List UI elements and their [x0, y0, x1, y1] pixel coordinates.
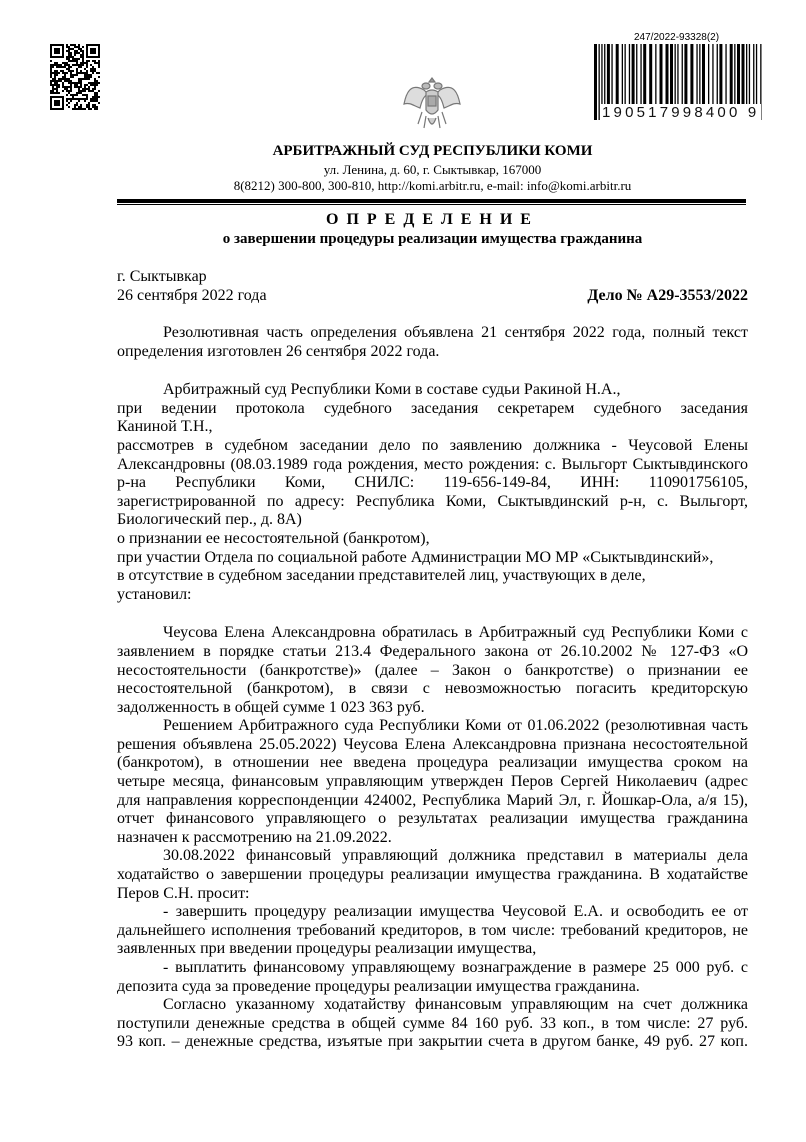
paragraph: [117, 717, 748, 847]
text-line: 30.08.2022 финансовый управляющий должника представил в материалы дела: [163, 847, 748, 865]
paragraph-gap: [117, 361, 748, 381]
city: г. Сыктывкар: [117, 268, 207, 285]
text-line: заявленных при введении процедуры реализации имущества,: [117, 940, 537, 958]
text-line: при участии Отдела по социальной работе Администрации МО МР «Сыктывдинский»,: [117, 548, 714, 566]
document-meta: [117, 268, 748, 305]
text-line: р-на Республики Коми, СНИЛС: 119-656-149-84, ИНН: 110901756105,: [117, 474, 748, 492]
text-line: дальнейшего исполнения требований кредиторов, в том числе: требований кредиторов, не: [117, 921, 748, 939]
paragraph: [117, 530, 748, 549]
court-contacts: 8(8212) 300-800, 300-810, http://komi.arbitr.ru, e-mail: info@komi.arbitr.ru: [233, 178, 632, 193]
barcode-digits: 190517998400 9: [602, 104, 760, 121]
document-body: [117, 324, 748, 1052]
text-line: установил:: [117, 585, 192, 603]
text-line: ходатайство о завершении процедуры реализации имущества гражданина. В ходатайстве: [117, 866, 748, 884]
text-line: Биологический пер., д. 8А): [117, 511, 302, 529]
paragraph: [117, 996, 748, 1052]
text-line: для направления корреспонденции 424002, Республика Марий Эл, г. Йошкар-Ола, а/я 15),: [117, 791, 748, 809]
text-line: Александровны (08.03.1989 года рождения, место рождения: с. Выльгорт Сыктывдинского: [117, 455, 748, 473]
document-type: ОПРЕДЕЛЕНИЕ: [326, 211, 539, 228]
court-address: ул. Ленина, д. 60, г. Сыктывкар, 167000: [323, 162, 542, 177]
text-line: несостоятельной (банкротом), в связи с невозможностью погасить кредиторскую: [117, 680, 748, 698]
text-line: определения изготовлен 26 сентября 2022 года.: [117, 342, 440, 360]
coat-of-arms-emblem: [400, 72, 464, 134]
text-line: Резолютивная часть определения объявлена 21 сентября 2022 года, полный текст: [163, 324, 748, 341]
header-divider: [117, 199, 746, 203]
text-line: Перов С.Н. просит:: [117, 884, 250, 902]
document-subtitle: о завершении процедуры реализации имущества гражданина: [222, 231, 643, 247]
text-line: Согласно указанному ходатайству финансовым управляющим на счет должника: [163, 996, 748, 1014]
text-line: - выплатить финансовому управляющему вознаграждение в размере 25 000 руб. с: [163, 959, 748, 976]
text-line: рассмотрев в судебном заседании дело по заявлению должника - Чеусовой Елены: [117, 436, 748, 454]
text-line: заявлением в порядке статьи 213.4 Федерального закона от 26.10.2002 № 127-ФЗ «О: [117, 642, 748, 660]
text-line: Каниной Т.Н.,: [117, 418, 213, 436]
paragraph: [117, 437, 748, 530]
text-line: - завершить процедуру реализации имущества Чеусовой Е.А. и освободить ее от: [163, 903, 748, 921]
text-line: депозита суда за проведение процедуры реализации имущества гражданина.: [117, 977, 640, 995]
qr-code: [50, 44, 100, 110]
paragraph: [117, 324, 748, 361]
paragraph: [117, 567, 748, 586]
text-line: в отсутствие в судебном заседании представителей лиц, участвующих в деле,: [117, 567, 646, 585]
text-line: зарегистрированной по адресу: Республика Коми, Сыктывдинский р-н, с. Выльгорт,: [117, 492, 748, 510]
paragraph-gap: [117, 604, 748, 624]
text-line: 93 коп. – денежные средства, изъятые при закрытии счета в другом банке, 49 руб. 27 коп.: [117, 1033, 748, 1051]
text-line: (банкротом), в отношении нее введена процедура реализации имущества сроком на: [117, 754, 748, 772]
paragraph: [117, 624, 748, 717]
paragraph: [117, 847, 748, 903]
paragraph: [117, 586, 748, 605]
paragraph: [117, 400, 748, 437]
date: 26 сентября 2022 года: [117, 286, 267, 304]
text-line: задолженность в общей сумме 1 023 363 руб.: [117, 698, 425, 716]
text-line: отчет финансового управляющего о результатах реализации имущества гражданина: [117, 810, 748, 828]
text-line: четыре месяца, финансовым управляющим утвержден Перов Сергей Николаевич (адрес: [117, 773, 748, 791]
barcode-bar: [594, 44, 597, 120]
text-line: Арбитражный суд Республики Коми в составе судьи Ракиной Н.А.,: [163, 381, 621, 399]
text-line: Чеусова Елена Александровна обратилась в Арбитражный суд Республики Коми с: [163, 624, 748, 642]
text-line: Решением Арбитражного суда Республики Коми от 01.06.2022 (резолютивная часть: [163, 717, 748, 735]
text-line: о признании ее несостоятельной (банкротом),: [117, 529, 430, 547]
paragraph: [117, 381, 748, 400]
text-line: назначен к рассмотрению на 21.09.2022.: [117, 828, 392, 846]
paragraph: [117, 549, 748, 568]
text-line: несостоятельности (банкротстве)» (далее – Закон о банкротстве) о признании ее: [117, 661, 748, 679]
text-line: при ведении протокола судебного заседания секретарем судебного заседания: [117, 399, 748, 417]
paragraph: [117, 959, 748, 996]
barcode-number: 247/2022-93328(2): [634, 32, 720, 43]
court-name: АРБИТРАЖНЫЙ СУД РЕСПУБЛИКИ КОМИ: [272, 143, 593, 159]
text-line: поступили денежные средства в общей сумме 84 160 руб. 33 коп., в том числе: 27 руб.: [117, 1014, 748, 1032]
text-line: решения объявлена 25.05.2022) Чеусова Елена Александровна признана несостоятельной: [117, 735, 748, 753]
case-number: Дело № А29-3553/2022: [587, 286, 748, 304]
paragraph: [117, 903, 748, 959]
